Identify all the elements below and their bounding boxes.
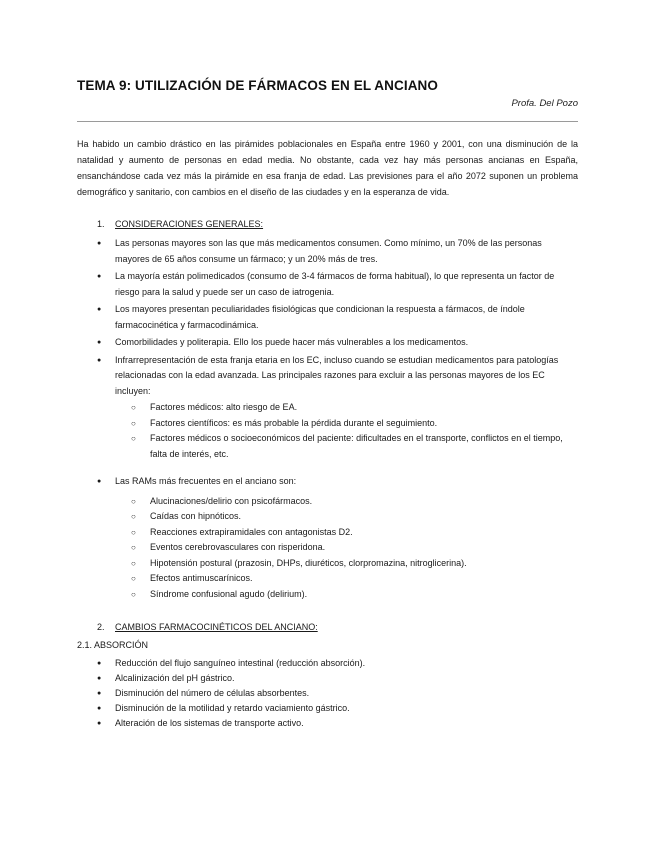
list-item: ● Disminución del número de células absorbentes. bbox=[97, 686, 572, 701]
document-title: TEMA 9: UTILIZACIÓN DE FÁRMACOS EN EL ANCIANO bbox=[77, 78, 438, 93]
section-1-title: CONSIDERACIONES GENERALES: bbox=[115, 219, 264, 229]
section-2-heading bbox=[97, 622, 318, 632]
header-divider bbox=[77, 121, 578, 122]
list-item: ● Alcalinización del pH gástrico. bbox=[97, 671, 572, 686]
sub-list-item: ○ Factores científicos: es más probable la pérdida durante el seguimiento. bbox=[115, 416, 572, 432]
absorption-list bbox=[97, 656, 572, 731]
rams-list bbox=[97, 474, 572, 604]
list-item: ● Infrarrepresentación de esta franja etaria en los EC, incluso cuando se estudian medicamentos para patologías relacionadas con la edad avanzada. Las principales razones para excluir a las personas mayores de los EC incluyen: ○ Factores médicos: alto riesgo de EA. ○ Factores científicos: es más probable la pérdida durante el seguimiento. ○ Factores médicos o socioeconómicos del paciente: dificultades en el transporte, conflictos en el tiempo, falta de interés, etc. bbox=[97, 353, 572, 463]
subsection-2-1-heading: 2.1. ABSORCIÓN bbox=[77, 640, 149, 650]
list-item: ● Los mayores presentan peculiaridades fisiológicas que condicionan la respuesta a fármacos, de índole farmacocinética y farmacodinámica. bbox=[97, 302, 572, 333]
list-item: ● Alteración de los sistemas de transporte activo. bbox=[97, 716, 572, 731]
list-item: ● Las RAMs más frecuentes en el anciano son: ○ Alucinaciones/delirio con psicofármacos. ○ Caídas con hipnóticos. ○ Reacciones extrapiramidales con antagonistas D2. ○ Eventos cerebrovasculares con risperidona. ○ Hipotensión postural (prazosin, DHPs, diuréticos, clorpromazina, nitroglicerina). ○ Efectos antimuscarínicos. ○ Síndrome confusional agudo (delirium). bbox=[97, 474, 572, 602]
list-item: ● Disminución de la motilidad y retardo vaciamiento gástrico. bbox=[97, 701, 572, 716]
section-2-title: CAMBIOS FARMACOCINÉTICOS DEL ANCIANO: bbox=[115, 622, 318, 632]
sub-list-item: ○ Efectos antimuscarínicos. bbox=[115, 571, 572, 587]
list-item: ● Comorbilidades y politerapia. Ello los puede hacer más vulnerables a los medicamentos. bbox=[97, 335, 572, 351]
section-1-number: 1. bbox=[97, 219, 105, 229]
sub-list-item: ○ Factores médicos o socioeconómicos del paciente: dificultades en el transporte, conflictos en el tiempo, falta de interés, etc. bbox=[115, 431, 572, 462]
list-item: ● Reducción del flujo sanguíneo intestinal (reducción absorción). bbox=[97, 656, 572, 671]
intro-paragraph: Ha habido un cambio drástico en las pirámides poblacionales en España entre 1960 y 2001, con una disminución de la natalidad y aumento de personas en edad media. No obstante, cada vez hay más personas ancianas en España, ensanchándose cada vez más la pirámide en esa franja de edad. Las previsiones para el año 2072 suponen un problema demográfico y sanitario, con cambios en el diseño de las ciudades y en la esperanza de vida. bbox=[77, 139, 578, 197]
sub-list-item: ○ Reacciones extrapiramidales con antagonistas D2. bbox=[115, 525, 572, 541]
section-1-heading bbox=[97, 219, 263, 229]
sub-list-item: ○ Alucinaciones/delirio con psicofármacos. bbox=[115, 494, 572, 510]
rams-sub-list bbox=[115, 494, 572, 603]
sub-list-item: ○ Eventos cerebrovasculares con risperidona. bbox=[115, 540, 572, 556]
section-1-list bbox=[97, 236, 572, 464]
list-item: ● La mayoría están polimedicados (consumo de 3-4 fármacos de forma habitual), lo que representa un factor de riesgo para la salud y puede ser un caso de iatrogenia. bbox=[97, 269, 572, 300]
sub-list-item: ○ Caídas con hipnóticos. bbox=[115, 509, 572, 525]
sub-list-item: ○ Síndrome confusional agudo (delirium). bbox=[115, 587, 572, 603]
ec-reasons-list bbox=[115, 400, 572, 462]
sub-list-item: ○ Factores médicos: alto riesgo de EA. bbox=[115, 400, 572, 416]
section-2-number: 2. bbox=[97, 622, 105, 632]
list-item: ● Las personas mayores son las que más medicamentos consumen. Como mínimo, un 70% de las personas mayores de 65 años consume un fármaco; y un 20% más de tres. bbox=[97, 236, 572, 267]
author-name: Profa. Del Pozo bbox=[511, 98, 578, 109]
sub-list-item: ○ Hipotensión postural (prazosin, DHPs, diuréticos, clorpromazina, nitroglicerina). bbox=[115, 556, 572, 572]
